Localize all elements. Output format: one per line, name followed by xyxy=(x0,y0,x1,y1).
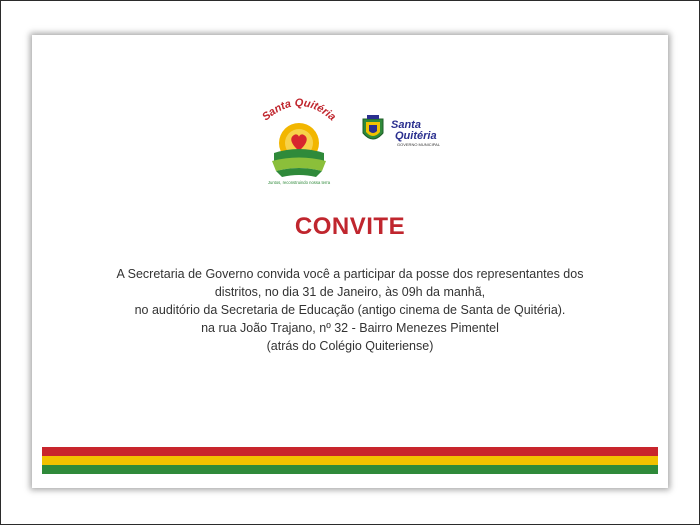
invitation-card xyxy=(32,35,668,488)
invite-line: na rua João Trajano, nº 32 - Bairro Menezes Pimentel xyxy=(201,321,499,335)
invite-line: no auditório da Secretaria de Educação (antigo cinema de Santa de Quitéria). xyxy=(134,303,566,317)
stripe-green xyxy=(42,465,658,474)
governo-municipal-logo xyxy=(357,113,477,149)
logo-brand-text: Santa Quitéria xyxy=(260,97,338,124)
stripe-yellow xyxy=(42,456,658,465)
svg-text:Santa Quitéria xyxy=(260,97,338,123)
fields-icon xyxy=(272,149,326,177)
logo-wordmark-line2: Quitéria xyxy=(395,130,437,142)
logo-tagline: Juntos, reconstruindo nossa terra xyxy=(267,180,331,185)
flag-stripes xyxy=(42,447,658,474)
invite-line: A Secretaria de Governo convida você a participar da posse dos representantes dos xyxy=(116,267,584,281)
invite-line: distritos, no dia 31 de Janeiro, às 09h da manhã, xyxy=(214,285,486,299)
stripe-red xyxy=(42,447,658,456)
logo-wordmark-line1: Santa xyxy=(391,119,421,131)
coat-of-arms-icon xyxy=(363,115,383,139)
invite-line: (atrás do Colégio Quiteriense) xyxy=(266,339,434,353)
santa-quiteria-logo xyxy=(260,91,338,187)
invite-body xyxy=(102,265,598,355)
invite-title: CONVITE xyxy=(294,213,406,240)
logo-wordmark-subtitle: GOVERNO MUNICIPAL xyxy=(397,142,441,147)
